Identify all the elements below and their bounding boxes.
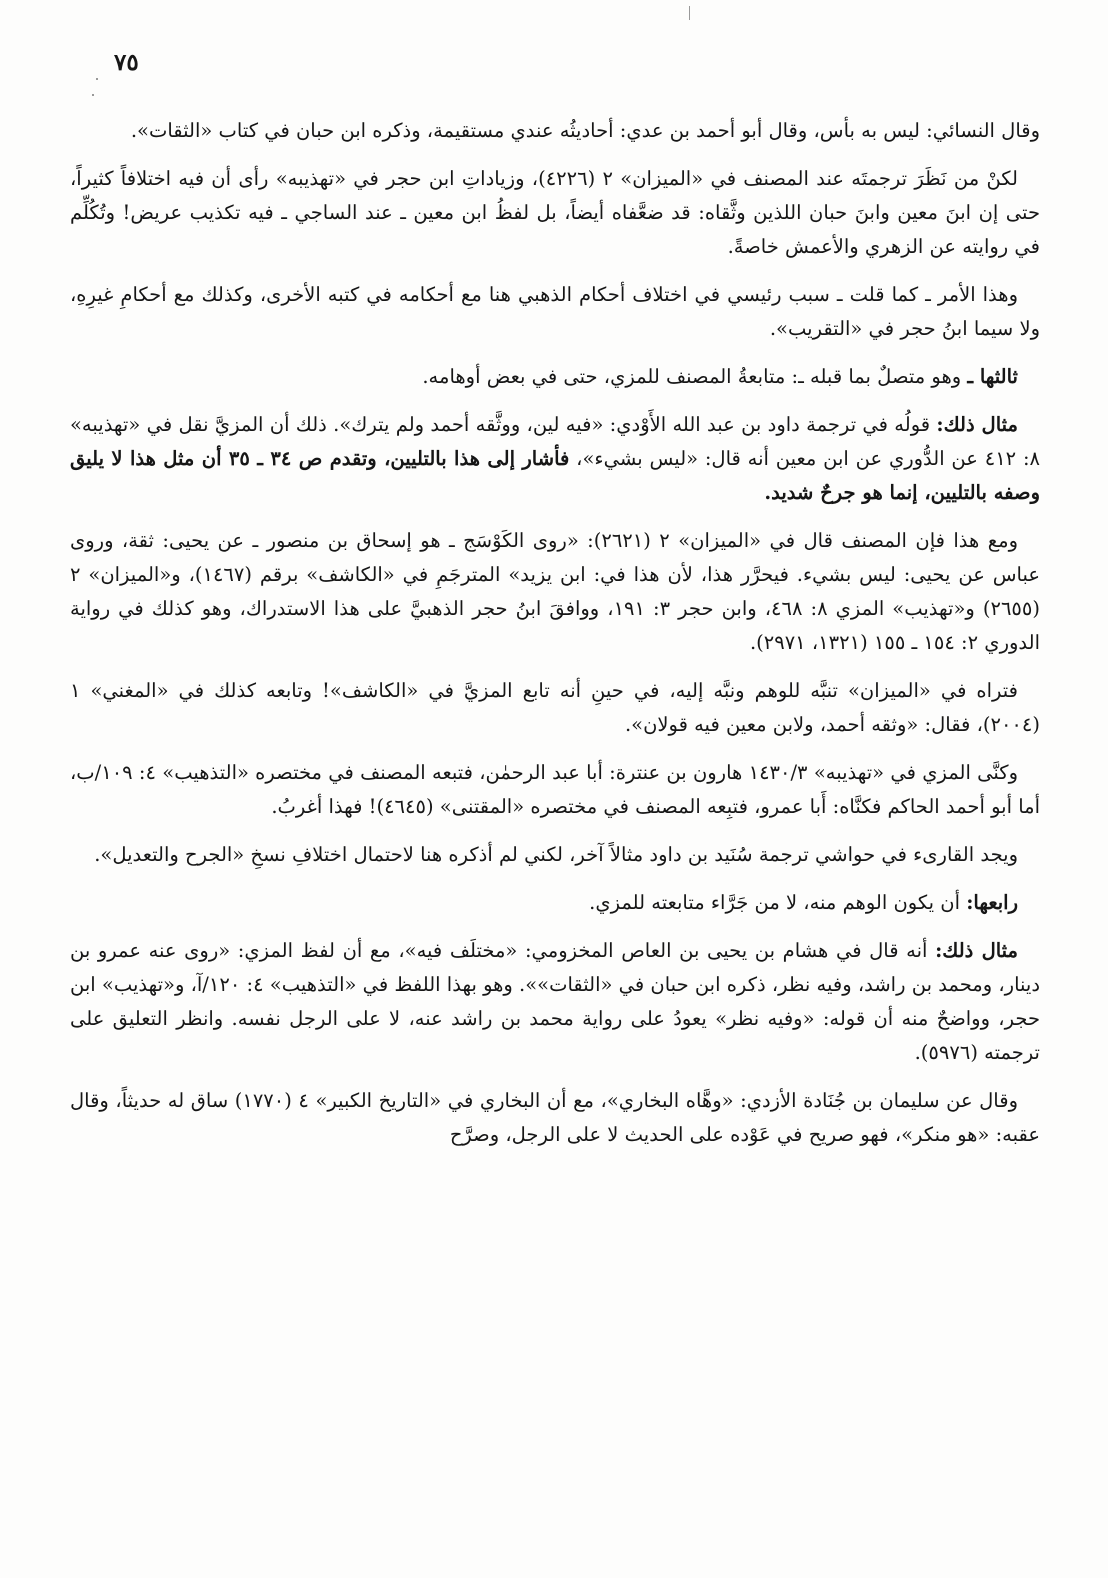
- paragraph: [70, 674, 1040, 742]
- paragraph-text: وقال النسائي: ليس به بأس، وقال أبو أحمد بن عدي: أحاديثُه عندي مستقيمة، وذكره ابن حبان في كتاب «الثقات».: [130, 119, 1040, 142]
- scan-speck: [92, 94, 94, 96]
- paragraph: [70, 114, 1040, 148]
- paragraph: [70, 756, 1040, 824]
- scan-speck: [96, 78, 98, 80]
- paragraph-lead: مثال ذلك:: [936, 413, 1018, 436]
- paragraph-text: وقال عن سليمان بن جُنَادة الأزدي: «وهَّاه البخاري»، مع أن البخاري في «التاريخ الكبير» ٤ (١٧٧٠) ساق له حديثاً، وقال عقبه: «هو منكر»، فهو صريح في عَوْده على الحديث لا على الرجل، وصرَّح: [70, 1089, 1040, 1146]
- paragraph-bold-text: فأشار إلى هذا بالتليين، وتقدم ص ٣٤ ـ ٣٥ أن مثل هذا لا يليق وصفه بالتليين، إنما هو جرحٌ شديد.: [70, 447, 1040, 504]
- scan-speck: [689, 6, 690, 20]
- paragraph-text: لكنْ من نَظَرَ ترجمتَه عند المصنف في «الميزان» ٢ (٤٢٢٦)، وزياداتِ ابن حجر في «تهذيبه» رأى أن فيه اختلافاً كثيراً، حتى إن ابنَ معين وابنَ حبان اللذين وثَّقاه: قد ضعَّفاه أيضاً، بل لفظُ ابن معين ـ عند الساجي ـ فيه تكذيب عريض! وتُكُلِّم في روايته عن الزهري والأعمش خاصةً.: [70, 167, 1040, 258]
- body-text: [70, 114, 1040, 1166]
- paragraph-lead: رابعها:: [966, 891, 1018, 914]
- paragraph-text: وهو متصلٌ بما قبله ـ: متابعةُ المصنف للمزي، حتى في بعض أوهامه.: [422, 365, 962, 388]
- paragraph-text: وكنَّى المزي في «تهذيبه» ١٤٣٠/٣ هارون بن عنترة: أبا عبد الرحمٰن، فتبعه المصنف في مختصره «التذهيب» ٤: ١٠٩/ب، أما أبو أحمد الحاكم فكنَّاه: أَبا عمرو، فتبِعه المصنف في مختصره «المقتنى» (٤٦٤٥)! فهذا أغربُ.: [70, 761, 1040, 818]
- paragraph-lead: مثال ذلك:: [935, 939, 1019, 962]
- paragraph-lead: ثالثها ـ: [967, 365, 1018, 388]
- paragraph-text: ويجد القارىء في حواشي ترجمة سُنَيد بن داود مثالاً آخر، لكني لم أذكره هنا لاحتمال اختلافِ نسخِ «الجرح والتعديل».: [94, 843, 1018, 866]
- paragraph-text: أنه قال في هشام بن يحيى بن العاص المخزومي: «مختلَف فيه»، مع أن لفظ المزي: «روى عنه عمرو بن دينار، ومحمد بن راشد، وفيه نظر، ذكره ابن حبان في «الثقات»». وهو بهذا اللفظ في «التذهيب» ٤: ١٢٠/آ، و«تهذيب» ابن حجر، وواضحٌ منه أن قوله: «وفيه نظر» يعودُ على رواية محمد بن راشد عنه، لا على الرجل نفسه. وانظر التعليق على ترجمته (٥٩٧٦).: [70, 939, 1041, 1064]
- paragraph-text: قولُه في ترجمة داود بن عبد الله الأَوْدي: «فيه لين، ووثَّقه أحمد ولم يترك». ذلك أن المزيَّ نقل في «تهذيبه» ٨: ٤١٢ عن الدُّوري عن ابن معين أنه قال: «ليس بشيء»،: [70, 413, 1041, 470]
- page-number: ٧٥: [114, 49, 139, 76]
- paragraph: [70, 162, 1040, 264]
- paragraph: [70, 886, 1040, 920]
- paragraph-text: وهذا الأمر ـ كما قلت ـ سبب رئيسي في اختلاف أحكام الذهبي هنا مع أحكامه في كتبه الأخرى، وكذلك مع أحكامِ غيرِهِ، ولا سيما ابنُ حجر في «التقريب».: [70, 283, 1040, 340]
- paragraph-text: فتراه في «الميزان» تنبَّه للوهم ونبَّه إليه، في حينِ أنه تابع المزيَّ في «الكاشف»! وتابعه كذلك في «المغني» ١ (٢٠٠٤)، فقال: «وثقه أحمد، ولابن معين فيه قولان».: [70, 679, 1040, 736]
- paragraph: [70, 278, 1040, 346]
- paragraph: [70, 1084, 1040, 1152]
- paragraph: [70, 524, 1040, 660]
- paragraph-text: أن يكون الوهم منه، لا من جَرَّاء متابعته للمزي.: [589, 891, 960, 914]
- paragraph: [70, 934, 1040, 1070]
- paragraph-text: ومع هذا فإن المصنف قال في «الميزان» ٢ (٢٦٢١): «روى الكَوْسَج ـ هو إسحاق بن منصور ـ عن يحيى: ثقة، وروى عباس عن يحيى: ليس بشيء. فيحرَّر هذا، لأن هذا في: ابن يزيد» المترجَمِ في «الكاشف» برقم (١٤٦٧)، و«الميزان» ٢ (٢٦٥٥) و«تهذيب» المزي ٨: ٤٦٨، وابن حجر ٣: ١٩١، ووافقَ ابنُ حجر الذهبيَّ على هذا الاستدراك، وهو كذلك في رواية الدوري ٢: ١٥٤ ـ ١٥٥ (١٣٢١، ٢٩٧١).: [70, 529, 1040, 654]
- paragraph: [70, 838, 1040, 872]
- paragraph: [70, 408, 1040, 510]
- paragraph: [70, 360, 1040, 394]
